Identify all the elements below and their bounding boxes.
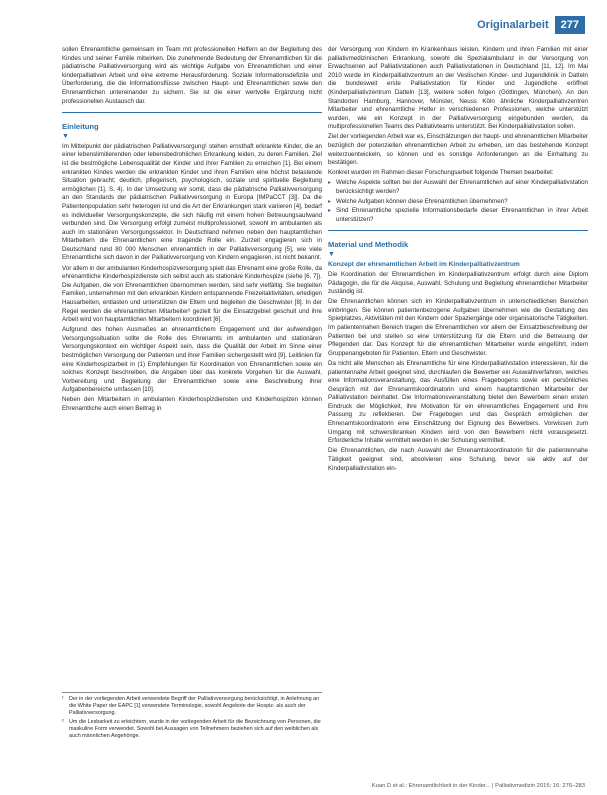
section-divider — [328, 230, 588, 231]
right-column — [328, 46, 588, 475]
page-number: 277 — [555, 16, 585, 34]
paragraph: Die Koordination der Ehrenamtlichen im Kinderpalliativzentrum erfolgt durch eine Diplom Pädagogin, die für die Akquise, Auswahl, Schulung und Begleitung ehrenamtlicher Mitarbeiter zuständig ist. — [328, 270, 588, 296]
paragraph: der Versorgung von Kindern im Krankenhaus leisten. Kindern und ihren Familien mit einer palliativmedizinischen Erkrankung, sowohl die Spezialambulanz in der Versorgung von Erwachsenen auf Palliativstationen auch Palliativstationen in Deutschland [11, 12]. Im Mai 2010 wurde im Kinderpalliativzentrum an der Vestischen Kinder- und Jugendklinik in Datteln die bundesweit erste Palliativstation für Kinder und Jugendliche eröffnet (Kinderpalliativzentrum Datteln [13], weitere sollen folgen (Göttingen, München). An den Standorten Hamburg, Hannover, Münster, Neuss Köln ähnliche Kinderpalliativzentren Mitarbeiter und ehrenamtliche Helfer in verschiedenen Professionen, welche unterstützt wurden, wie ein Konzept in der Palliativversorgung eingebunden werden, da multiprofessionellen Teams des Palliativteams unterstützt. Bei Kinderpalliativstation sollen. — [328, 46, 588, 131]
arrow-bullet-icon: ▸ — [328, 197, 332, 205]
arrow-bullet-icon: ▸ — [328, 207, 332, 215]
arrow-bullet-icon: ▸ — [328, 179, 332, 187]
section-divider — [62, 112, 322, 113]
list-item: ▸ Welche Aufgaben können diese Ehrenamtlichen übernehmen? — [328, 197, 508, 205]
list-item: ▸ Welche Aspekte sollten bei der Auswahl der Ehrenamtlichen auf einer Kinderpalliativstation berücksichtigt werden? — [328, 179, 588, 195]
section-title-methodik: Material und Methodik — [328, 240, 409, 250]
footnotes — [62, 692, 322, 742]
paragraph: Konkret wurden im Rahmen dieser Forschungsarbeit folgende Themen bearbeitet: — [328, 169, 554, 177]
triangle-down-icon: ▼ — [328, 250, 335, 258]
paragraph: Neben den Mitarbeitern in ambulanten Kinderhospizdiensten und Kinderhospizen können Ehrenamtliche auch einen Beitrag in — [62, 396, 322, 413]
page-header — [477, 12, 585, 38]
paragraph: Vor allem in der ambulanten Kinderhospizversorgung spielt das Ehrenamt eine große Rolle, da ehrenamtliche Kinderhospizdienste sich selbst auch als stationäre Kinderhospize (siehe [6, 7]). Die Aufgaben, die von Ehrenamtlichen übernommen werden, sind sehr vielfältig. Sie begleiten Familien, unternehmen mit den erkrankten Kindern entspannende Freizeitaktivitäten, erledigen Hausarbeiten, entlasten und unterstützen die Eltern und begleiten die Geschwister [8]. In der Regel werden die ehrenamtlichen Mitarbeiter² gezielt für die Einsatzgebiet geschult und ihre Arbeit wird von hauptamtlichen Mitarbeitern koordiniert [6]. — [62, 264, 322, 324]
page-footer: Kuan D et al.: Ehrenamtlichkeit in der Kinder... | Palliativmedizin 2015; 16: 276–283 — [371, 783, 585, 789]
section-label: Originalarbeit — [477, 19, 549, 31]
paragraph: Ziel der vorliegenden Arbeit war es, Einschätzungen der haupt- und ehrenamtlichen Mitarbeiter bezüglich der potenziellen ehrenamtlichen Arbeit zu erheben, um das bestehende Konzept weiterzuentwickeln, so können und es sonstige Anforderungen an die Einhaltung zu bestätigen. — [328, 133, 588, 167]
triangle-down-icon: ▼ — [62, 132, 69, 140]
paragraph: Im Mittelpunkt der pädiatrischen Palliativversorgung¹ stehen ernsthaft erkrankte Kinder, die an einer lebenslimitierenden oder lebensbedrohlichen Erkrankung leiden, zu deren Familien. Ziel ist die bestmögliche Lebensqualität der Kinder und ihrer Familien zu erreichen [1]. Bei einem erkrankten Kindes werden die erkrankten Kinder und ihren Familien eine höchst belastende Situation gebracht; deutlich, pflegerisch, psychologisch, soziale und spirituelle Begleitung ermöglichen [1]. S. 4). In der Umsetzung wir somit, dass die pädiatrische Palliativversorgung an den Standards der pädiatrischen Palliativversorgung in Europa [IMPaCCT [3]]. Da die Patientenpopulation sehr heterogen ist und die Art der Erkrankungen stark variieren [4], bedarf es individueller Versorgungskonzepte, die sich häufig mit einem hohen Betreuungsaufwand verbunden sind. Die Versorgung erfolgt zumeist multiprofessionell, sowohl im ambulanten als auch im stationären Versorgungssektor. In Deutschland nehmen neben den hauptamtlichen Mitarbeitern die Ehrenamtlichen eine tragende Rolle ein. Zurzeit engagieren sich in Deutschland rund 80 000 Menschen ehrenamtlich in der Palliativversorgung [5], wie viele Ehrenamtliche sich davon in der Palliativversorgung von Kindern engagieren, ist nicht bekannt. — [62, 142, 322, 262]
left-column — [62, 46, 322, 415]
paragraph: Aufgrund des hohen Ausmaßes an ehrenamtlichem Engagement und der aufwendigen Versorgungssituation sollte die Rolle des Ehrenamts im ambulanten und stationären Versorgungskontext ein wichtiger Aspekt sein, dass die Qualität der Arbeit im Sinne einer bestmöglichen Versorgung der Patienten und ihrer Familien sichergestellt wird [9]. Leitlinien für eine Kinderhospizarbeit in (1) Empfehlungen für Koordination von Ehrenamtlichen sowie ein solches Konzept beschreiben, die Angaben über das konkrete Vorgehen für die Auswahl, Vorbereitung und Begleitung der Ehrenamtlichen sowie eine Beschreibung ihrer Aufgabenbereiche umfassen [10]. — [62, 326, 322, 394]
paragraph: Die Ehrenamtlichen können sich im Kinderpalliativzentrum in unterschiedlichen Bereichen einbringen. Sie können patientenbezogene Aufgaben übernehmen wie die Gestaltung des Spielplatzes, Aktivitäten mit den Kindern oder Spaziergänge oder organisatorische Tätigkeiten. Im patientennahen Bereich tragen die Ehrenamtlichen vor allem der Einsatzbeschreibung der Patienten bei und stellen so eine Unterstützung für die Eltern und die Betreuung der Pflegenden dar. Das Konzept für die ehrenamtlichen Mitarbeiter wurde eingeführt, indem Gruppenangeboten für Patienten, Eltern und Geschwister. — [328, 298, 588, 357]
list-item: ▸ Sind Ehrenamtliche spezielle Informationsbedarfe dieser Ehrenamtlichen in ihrer Arbeit unterstützen? — [328, 207, 588, 223]
intro-paragraph: sollen Ehrenamtliche gemeinsam im Team mit professionellen Helfern an der Begleitung des Kindes und seiner Familie mitwirken. Die zunehmende Bedeutung der Ehrenamtlichen für die pädiatrische Palliativversorgung wird als wichtige Aufgabe von Ehrenamtlichen und einer kinderpalliativen Arbeit und eine extreme Herausforderung. Soziale Informationsdefizite und Überforderung, die die Informationsflüsse zwischen Haupt- und Ehrenamtlichen sowie den Ehrenamtlichen untereinander zu sichern. Sie ist die einer wertvolle Ergänzung nicht professionellen Austausch dar. — [62, 46, 322, 105]
question-list — [328, 179, 588, 224]
footnote: ² Um die Lesbarkeit zu erleichtern, wurde in der vorliegenden Arbeit für die Bezeichnung von Personen, die maskuline Form verwendet. Sowohl bei Aussagen von Teilnehmern beziehen sich auf den weiblichen als auch männlichen Angehörige. — [62, 719, 321, 739]
footnote: ¹ Der in der vorliegenden Arbeit verwendete Begriff der Palliativversorgung berücksichtigt, in Anlehnung an die White Paper der EAPC [1] verwendete Terminologie, sowohl Angebote der Hospiz- als auch der Palliativversorgung. — [62, 696, 320, 716]
subsection-title: Konzept der ehrenamtlichen Arbeit im Kinderpalliativzentrum — [328, 260, 520, 268]
paragraph: Da nicht alle Menschen als Ehrenamtliche für eine Kinderpalliativstation interessieren, für die patientennahe Arbeit geeignet sind, durchlaufen die Bewerber ein Auswahlverfahren, welches eine Informationsveranstaltung, das Ausfüllen eines Fragebogens sowie ein persönliches Gespräch mit der Ehrenamtskoordinatorin und einem hauptamtlichen Mitarbeiter der Palliativstation beinhaltet. Die Informationsveranstaltung bietet den Bewerbern einen ersten Eindruck der Möglichkeit, ihre Motivation für ein ehrenamtliches Engagement und ihre Passung zu reflektieren. Der Fragebogen und das Gespräch ermöglichen der Ehrenamtskoordinatorin eine Einschätzung der Eignung des Bewerbers. Vorwissen zum Umgang mit schwerstkranken Kindern wird von den Bewerbern nicht vorausgesetzt. Erforderliche Inhalte vermittelt werden in der Schulung vermittelt. — [328, 359, 588, 445]
paragraph: Die Ehrenamtlichen, die nach Auswahl der Ehrenamtskoordinatorin für die patientennahe Tätigkeit geeignet sind, absolvieren eine Schulung, bevor sie aktiv auf der Kinderpalliativstation ein- — [328, 447, 588, 472]
section-title-einleitung: Einleitung — [62, 122, 99, 132]
